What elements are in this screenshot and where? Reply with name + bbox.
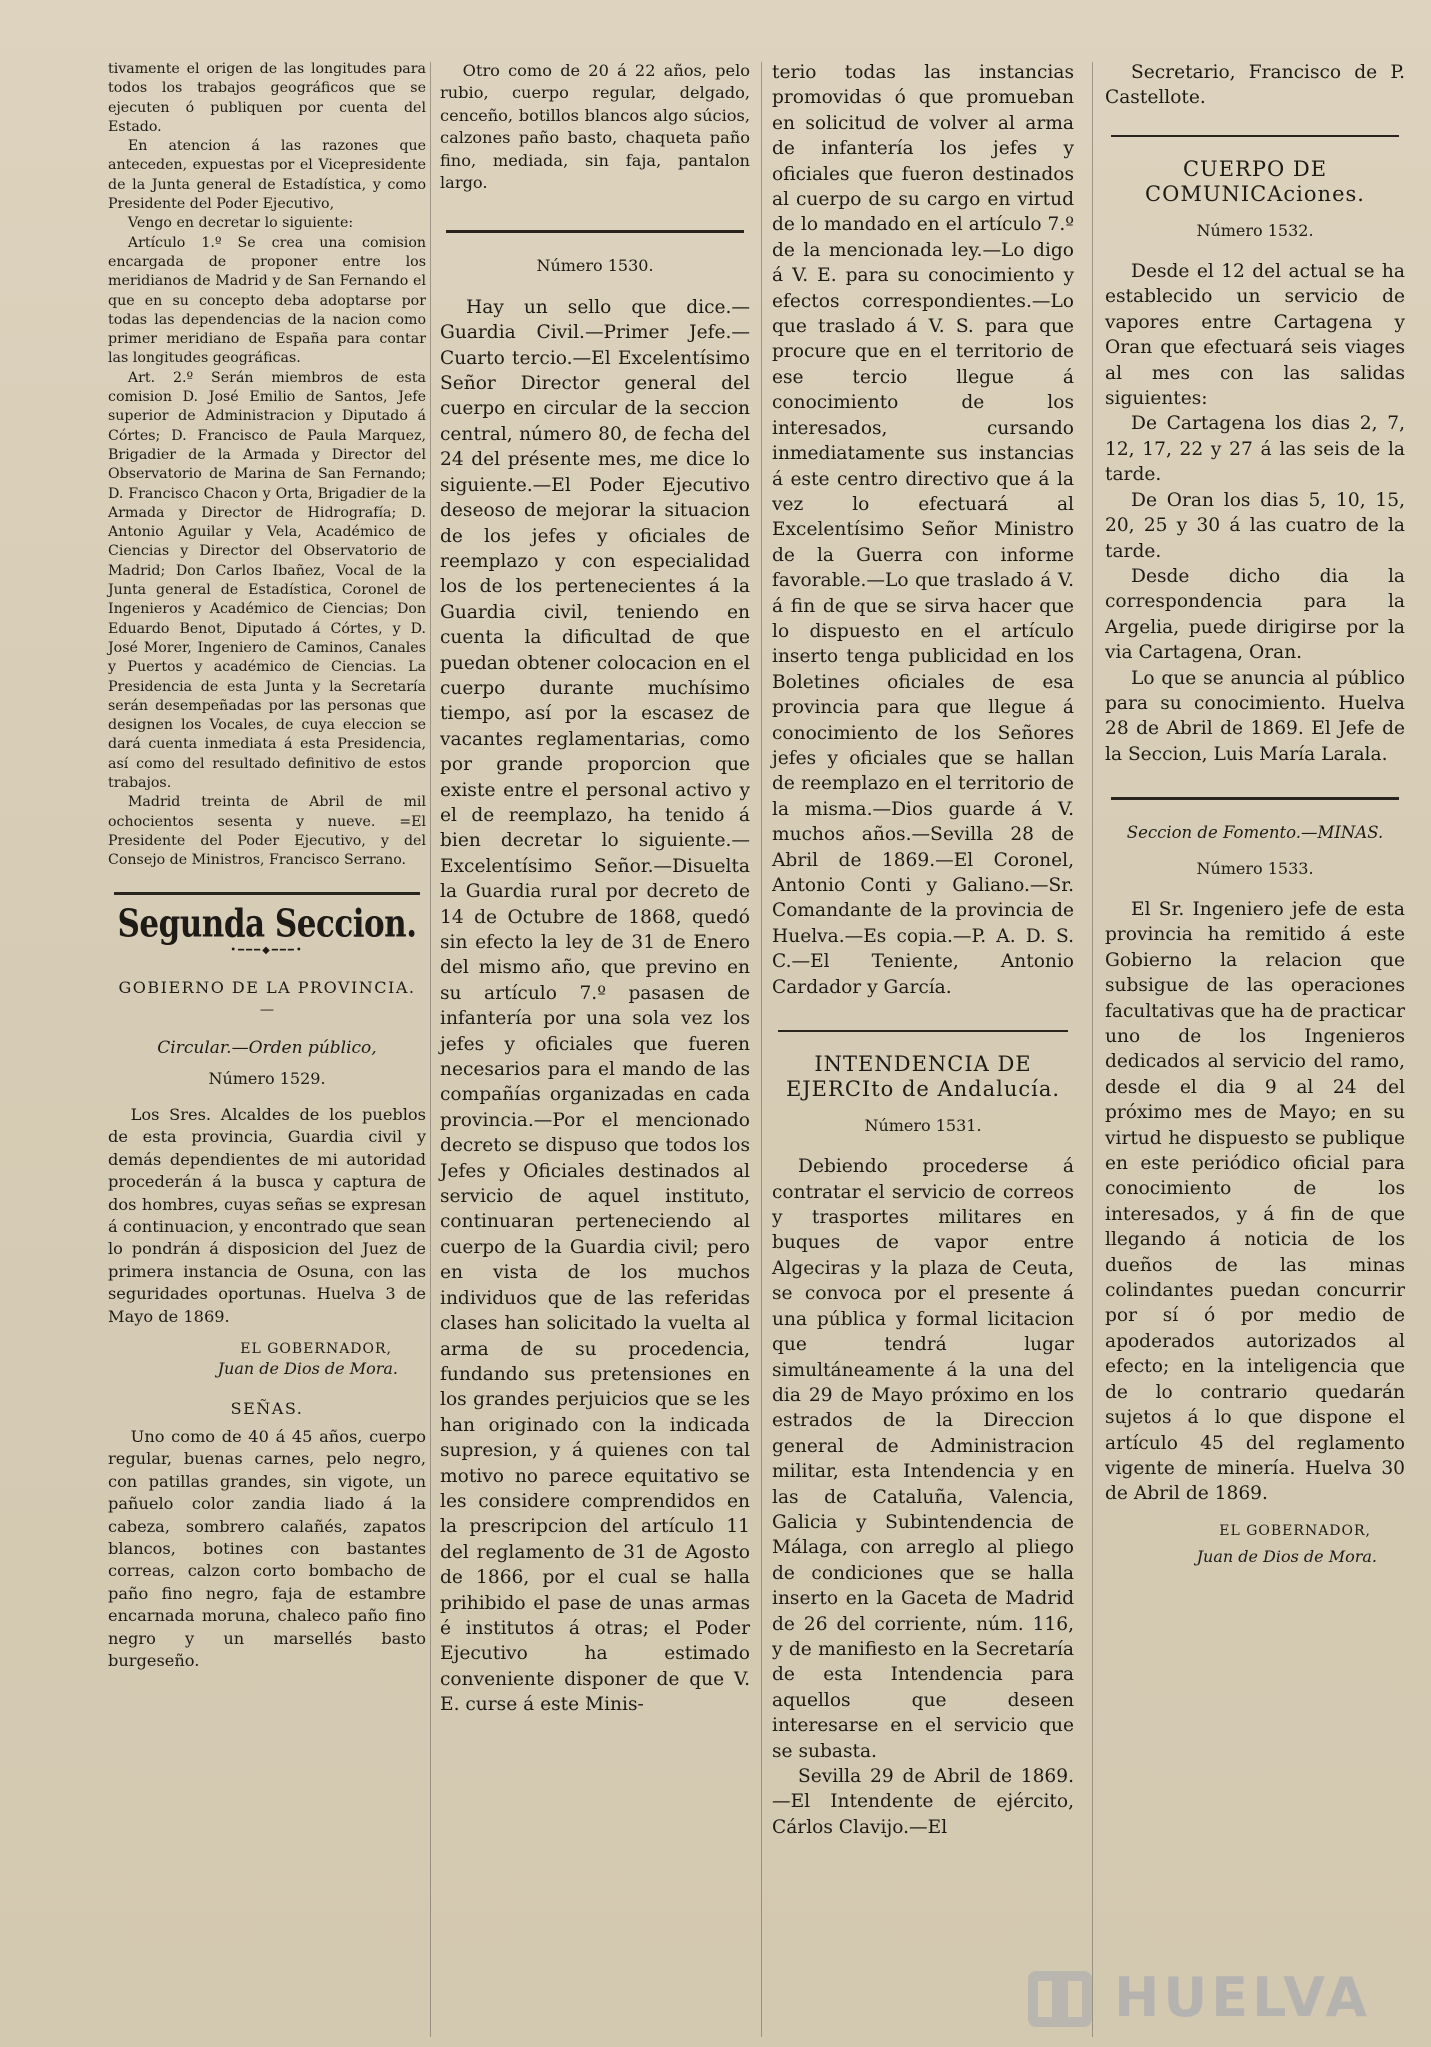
numero-1529: Número 1529.	[208, 1068, 326, 1088]
paragraph: Otro como de 20 á 22 años, pelo rubio, cuerpo regular, delgado, cenceño, botillos blancos algo súcios, calzones paño basto, chaqueta paño fino, mediada, sin faja, pantalon largo.	[440, 61, 750, 193]
column-3	[772, 60, 1074, 1840]
numero-1531: Número 1531.	[864, 1115, 982, 1135]
paragraph: De Cartagena los dias 2, 7, 12, 17, 22 y 27 á las seis de la tarde.	[1105, 413, 1405, 486]
numero-1532: Número 1532.	[1196, 220, 1314, 240]
column-4	[1105, 60, 1405, 1570]
section-divider	[1111, 135, 1399, 137]
paragraph: De Oran los dias 5, 10, 15, 20, 25 y 30 á las cuatro de la tarde.	[1105, 489, 1405, 562]
fomento-heading: Seccion de Fomento.—MINAS.	[1126, 823, 1384, 843]
paragraph: tivamente el origen de las longitudes para todos los trabajos geográficos que se ejecuten ó publiquen por cuenta del Estado.	[108, 61, 426, 135]
short-dash: —	[259, 1002, 275, 1019]
ornament-divider: •━━━◆━━━•	[230, 944, 304, 956]
signature-title: EL GOBERNADOR,	[1219, 1522, 1371, 1539]
column-2	[440, 60, 750, 1718]
huelva-watermark: HUELVA	[1114, 1966, 1371, 2029]
paragraph: Hay un sello que dice.—Guardia Civil.—Primer Jefe.—Cuarto tercio.—El Excelentísimo Señor Director general del cuerpo en circular de la seccion central, número 80, de fecha del 24 del présente mes, me dice lo siguiente.—El Poder Ejecutivo deseoso de mejorar la situacion de los jefes y oficiales de reemplazo y con especialidad los de los pertenecientes á la Guardia civil, teniendo en cuenta la dificultad de que puedan obtener colocacion en el cuerpo durante muchísimo tiempo, así por la escasez de vacantes reglamentarias, como por grande proporcion que existe entre el personal activo y el de reemplazo, ha tenido á bien decretar lo siguiente.—Excelentísimo Señor.—Disuelta la Guardia rural por decreto de 14 de Octubre de 1868, quedó sin efecto la ley de 31 de Enero del mismo año, que previno en su artículo 7.º pasasen de infantería por una sola vez los jefes y oficiales que fueren necesarios para el mando de las compañías organizadas en cada provincia.—Por el mencionado decreto se dispuso que todos los Jefes y Oficiales destinados al servicio de aquel instituto, continuaran perteneciendo al cuerpo de la Guardia civil; pero en vista de los muchos individuos que de las referidas clases han solicitado la vuelta al arma de su procedencia, fundando sus pretensiones en los grandes perjuicios que se les han originado con la indicada supresion, y á quienes con tal motivo no parece equitativo se les considere comprendidos en la prescripcion del artículo 11 del reglamento de 31 de Agosto de 1866, por el cual se halla prihibido el pase de unas armas é institutos á otras; el Poder Ejecutivo ha estimado conveniente disponer de que V. E. curse á este Minis-	[440, 296, 750, 1716]
paragraph: Sevilla 29 de Abril de 1869.—El Intendente de ejército, Cárlos Clavijo.—El	[772, 1766, 1074, 1838]
column-divider	[1092, 62, 1093, 2037]
intendencia-heading: INTENDENCIA DE EJERCIto de Andalucía.	[785, 1052, 1061, 1102]
paragraph: El Sr. Ingeniero jefe de esta provincia ha remitido á este Gobierno la relacion que subsigue de las operaciones facultativas que ha de practicar uno de los Ingenieros dedicados al servicio del ramo, desde el dia 9 al 24 del próximo mes de Mayo; en su virtud he dispuesto se publique en este periódico oficial para conocimiento de los interesados, y á fin de que llegando á noticia de los dueños de las minas colindantes puedan concurrir por sí ó por medio de apoderados autorizados al efecto; en la inteligencia que de lo contrario quedarán sujetos á lo que dispone el artículo 45 del reglamento vigente de minería. Huelva 30 de Abril de 1869.	[1105, 898, 1405, 1505]
paragraph: Lo que se anuncia al público para su conocimiento. Huelva 28 de Abril de 1869. El Jefe de la Seccion, Luis María Larala.	[1105, 667, 1405, 765]
paragraph: Los Sres. Alcaldes de los pueblos de esta provincia, Guardia civil y demás dependientes de mi autoridad procederán á la busca y captura de dos hombres, cuyas señas se expresan á continuacion, y encontrado que sean lo pondrán á disposicion del Juez de primera instancia de Osuna, con las seguridades oportunas. Huelva 3 de Mayo de 1869.	[108, 1104, 426, 1326]
column-divider	[430, 62, 431, 2037]
senas-heading: SEÑAS.	[230, 1398, 304, 1418]
paragraph: Desde el 12 del actual se ha establecido un servicio de vapores entre Cartagena y Oran que efectuará seis viages al mes con las salidas siguientes:	[1105, 261, 1405, 410]
signature-title: EL GOBERNADOR,	[240, 1341, 392, 1358]
numero-1533: Número 1533.	[1196, 858, 1314, 878]
cuerpo-heading: CUERPO DE COMUNICAciones.	[1145, 156, 1365, 207]
paragraph: Artículo 1.º Se crea una comision encargada de proponer entre los meridianos de Madrid y de San Fernando el que en su concepto deba adoptarse por todas las dependencias de la nacion como primer meridiano de España para contar las longitudes geográficas.	[108, 234, 426, 367]
signature-name: Juan de Dios de Mora.	[217, 1359, 398, 1379]
section-divider	[778, 1030, 1068, 1032]
column-divider	[761, 62, 762, 2037]
paragraph: Vengo en decretar lo siguiente:	[127, 215, 354, 232]
paragraph: Debiendo procederse á contratar el servicio de correos y trasportes militares en buques de vapor entre Algeciras y la plaza de Ceuta, se convoca por el presente á una pública y formal licitacion que tendrá lugar simultáneamente á la una del dia 29 de Mayo próximo en los estrados de la Direccion general de Administracion militar, esta Intendencia y en las de Cataluña, Valencia, Galicia y Subintendencia de Málaga, con arreglo al pliego de condiciones que se halla inserto en la Gaceta de Madrid de 26 del corriente, núm. 116, y de manifiesto en la Secretaría de esta Intendencia para aquellos que deseen interesarse en el servicio que se subasta.	[772, 1156, 1074, 1762]
paragraph: Art. 2.º Serán miembros de esta comision D. José Emilio de Santos, Jefe superior de Administracion y Diputado á Córtes; D. Francisco de Paula Marquez, Brigadier de la Armada y Director del Observatorio de Marina de San Fernando; D. Francisco Chacon y Orta, Brigadier de la Armada y Director de Hidrografía; D. Antonio Aguilar y Vela, Académico de Ciencias y Director del Observatorio de Madrid; Don Carlos Ibañez, Vocal de la Junta general de Estadística, Coronel de Ingenieros y Académico de Ciencias; Don Eduardo Benot, Diputado á Córtes, y D. José Morer, Ingeniero de Caminos, Canales y Puertos y académico de Ciencias. La Presidencia de esta Junta y la Secretaría serán desempeñadas por las personas que designen los Vocales, de cuya eleccion se dará cuenta inmediata á esta Presidencia, así como del resultado definitivo de estos trabajos.	[108, 369, 426, 791]
paragraph: Secretario, Francisco de P. Castellote.	[1105, 62, 1405, 109]
signature-name: Juan de Dios de Mora.	[1196, 1547, 1377, 1567]
paragraph: terio todas las instancias promovidas ó que promueban en solicitud de volver al arma de infantería los jefes y oficiales que fueron destinados al cuerpo de su cargo en virtud de lo mandado en el artículo 7.º de la mencionada ley.—Lo digo á V. E. para su conocimiento y efectos correspondientes.—Lo que traslado á V. S. para que procure que en el territorio de ese tercio llegue á conocimiento de los interesados, cursando inmediatamente sus instancias á este centro directivo que á la vez lo efectuará al Excelentísimo Señor Ministro de la Guerra con informe favorable.—Lo que traslado á V. á fin de que se sirva hacer que lo dispuesto en el artículo inserto tenga publicidad en los Boletines oficiales de esa provincia para que llegue á conocimiento de los Señores jefes y oficiales que se hallan de reemplazo en el territorio de la misma.—Dios guarde á V. muchos años.—Sevilla 28 de Abril de 1869.—El Coronel, Antonio Conti y Galiano.—Sr. Comandante de la provincia de Huelva.—Es copia.—P. A. D. S. C.—El Teniente, Antonio Cardador y García.	[772, 62, 1074, 998]
paragraph: Uno como de 40 á 45 años, cuerpo regular, buenas carnes, pelo negro, con patillas grandes, sin vigote, un pañuelo color zandia liado á la cabeza, sombrero calañés, zapatos blancos, botines con bastantes correas, calzon corto bombacho de paño fino negro, faja de estambre encarnada moruna, chaleco paño fino negro y un marsellés basto burgeseño.	[108, 1426, 426, 1670]
numero-1530: Número 1530.	[536, 256, 654, 276]
circular-heading: Circular.—Orden público,	[157, 1038, 377, 1059]
paragraph: Madrid treinta de Abril de mil ochocientos sesenta y nueve. =El Presidente del Poder Ejecutivo, y del Consejo de Ministros, Francisco Serrano.	[108, 794, 426, 869]
section-title: Segunda Seccion.	[117, 901, 417, 947]
section-divider	[446, 230, 744, 233]
shield-emblem-icon	[1020, 1967, 1100, 2031]
section-divider	[1111, 797, 1399, 800]
paragraph: En atencion á las razones que anteceden, expuestas por el Vicepresidente de la Junta general de Estadística, y como Presidente del Poder Ejecutivo,	[108, 138, 426, 213]
column-1	[108, 60, 426, 1672]
paragraph: Desde dicho dia la correspondencia para la Argelia, puede dirigirse por la via Cartagena, Oran.	[1105, 565, 1405, 664]
gobierno-heading: GOBIERNO DE LA PROVINCIA.	[118, 978, 416, 998]
section-divider	[114, 892, 420, 895]
